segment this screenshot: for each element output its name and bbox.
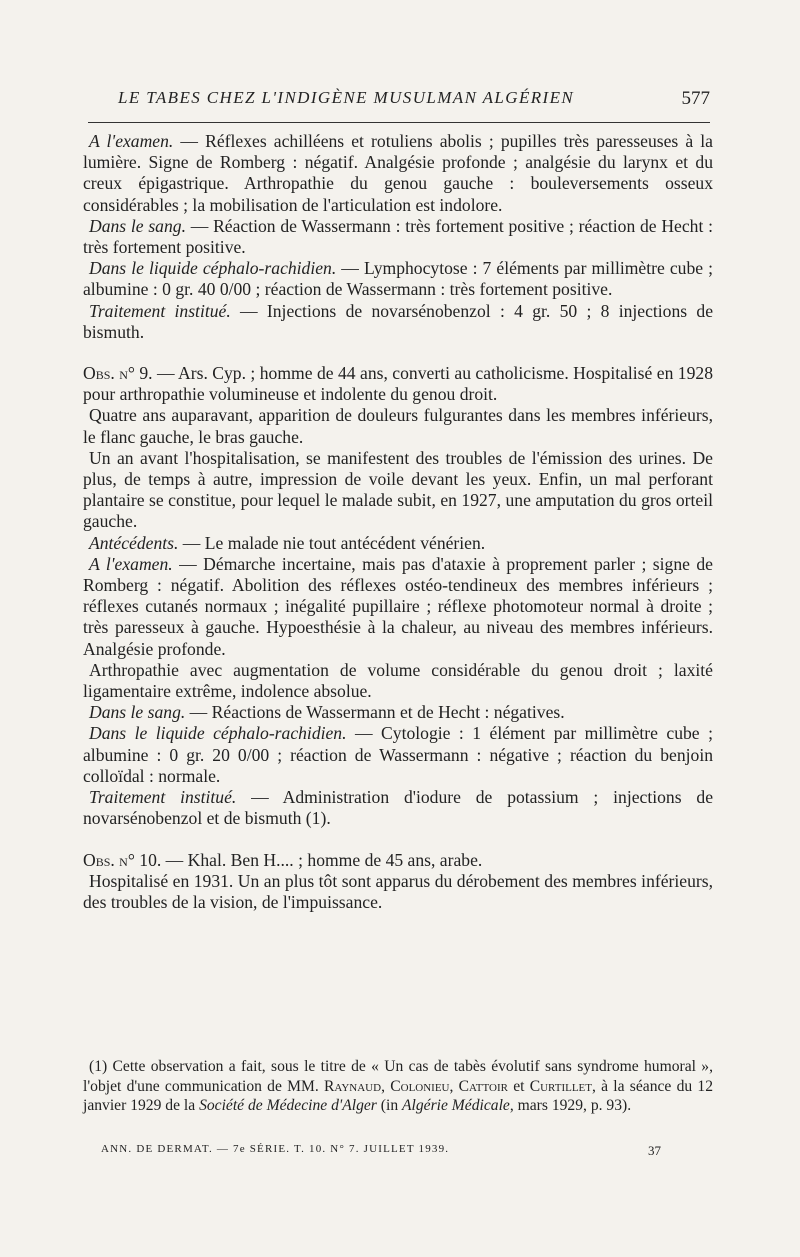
page-number: 577 <box>681 88 710 109</box>
paragraph-liquide-2 <box>83 723 713 787</box>
paragraph-text: Un an avant l'hospitalisation, se manifestent des troubles de l'émission des urines. De plus, de temps à autre, impression de voile devant les yeux. Enfin, un mal perforant plantaire se constitue, pour lequel le malade subit, en 1927, une amputation du gros orteil gauche. <box>83 447 713 532</box>
paragraph-text: — Réaction de Wassermann : très fortement positive ; réaction de Hecht : très fortement positive. <box>83 215 713 258</box>
paragraph-douleurs <box>83 405 713 447</box>
paragraph-text: — Cytologie : 1 élément par millimètre cube ; albumine : 0 gr. 20 0/00 ; réaction de Wassermann : négative ; réaction du benjoin colloïdal : normale. <box>83 723 713 786</box>
footnote <box>83 1057 713 1116</box>
section-label: A l'examen. <box>89 553 173 574</box>
section-label: A l'examen. <box>89 131 174 151</box>
author-name: Raynaud <box>324 1077 382 1095</box>
paragraph-text: — Administration d'iodure de potassium ; injections de novarsénobenzol et de bismuth (1). <box>83 787 713 829</box>
observation-label: Obs. n° 10. <box>83 849 162 870</box>
page-footer <box>101 1143 661 1158</box>
footnote-part: et <box>507 1077 530 1095</box>
paragraph-text: — Khal. Ben H.... ; homme de 45 ans, arabe. <box>161 849 483 870</box>
paragraph-text: — Réactions de Wassermann et de Hecht : négatives. <box>185 702 565 723</box>
separator: , <box>381 1077 391 1095</box>
footnote-text <box>83 1057 713 1116</box>
paragraph-arthropathie <box>83 660 713 702</box>
paragraph-traitement <box>83 301 713 343</box>
running-title: LE TABES CHEZ L'INDIGÈNE MUSULMAN ALGÉRIEN <box>118 88 575 107</box>
paragraph-examen <box>83 131 713 216</box>
page-header <box>88 88 710 123</box>
footnote-part: , mars 1929, p. 93). <box>509 1097 632 1114</box>
paragraph-text: — Démarche incertaine, mais pas d'ataxie à proprement parler ; signe de Romberg : négatif. Abolition des réflexes ostéo-tendineux des membres inférieurs ; réflexes cutanés normaux ; inégalité pupillaire ; réflexe photomoteur normal à droite ; très paresseux à gauche. Hypoesthésie à la chaleur, au niveau des membres inférieurs. Analgésie profonde. <box>83 553 713 659</box>
footnote-part: (in <box>376 1097 403 1114</box>
section-label: Dans le liquide céphalo-rachidien. <box>89 258 337 279</box>
paragraph-liquide <box>83 258 713 300</box>
paragraph-text: Arthropathie avec augmentation de volume considérable du genou droit ; laxité ligamentaire extrême, indolence absolue. <box>83 659 713 702</box>
journal-title: Algérie Médicale <box>402 1097 510 1114</box>
paragraph-antecedents <box>83 533 713 554</box>
section-label: Traitement institué. <box>89 300 231 321</box>
paragraph-hospitalisation <box>83 448 713 533</box>
paragraph-text: — Le malade nie tout antécédent vénérien. <box>178 532 486 553</box>
journal-title: Société de Médecine d'Alger <box>199 1097 377 1114</box>
paragraph-text: Quatre ans auparavant, apparition de douleurs fulgurantes dans les membres inférieurs, le flanc gauche, le bras gauche. <box>83 405 713 447</box>
section-label: Dans le liquide céphalo-rachidien. <box>89 723 347 744</box>
journal-citation: ANN. DE DERMAT. — 7e SÉRIE. T. 10. N° 7. JUILLET 1939. <box>101 1143 450 1155</box>
section-label: Dans le sang. <box>89 702 186 723</box>
section-label: Dans le sang. <box>89 215 186 236</box>
observation-label: Obs. n° 9. <box>83 363 153 384</box>
author-name: Cattoir <box>458 1077 508 1095</box>
paragraph-text: — Réflexes achilléens et rotuliens abolis ; pupilles très paresseuses à la lumière. Signe de Romberg : négatif. Analgésie profonde ; analgésie du larynx et du creux épigastrique. Arthropathie du genou gauche : bouleversements osseux considérables ; la mobilisation de l'articulation est indolore. <box>83 131 713 215</box>
paragraph-sang-2 <box>83 702 713 723</box>
paragraph-text: — Injections de novarsénobenzol : 4 gr. 50 ; 8 injections de bismuth. <box>83 300 714 342</box>
author-name: Curtillet <box>529 1077 592 1095</box>
observation-10 <box>83 850 713 871</box>
paragraph-sang <box>83 216 713 258</box>
paragraph-text: — Lymphocytose : 7 éléments par millimètre cube ; albumine : 0 gr. 40 0/00 ; réaction de Wassermann : très fortement positive. <box>83 258 713 300</box>
paragraph-traitement-2 <box>83 787 713 829</box>
author-name: Colonieu <box>390 1077 450 1095</box>
paragraph-text: Hospitalisé en 1931. Un an plus tôt sont apparus du dérobement des membres inférieurs, des troubles de la vision, de l'impuissance. <box>83 870 713 912</box>
separator: , <box>449 1077 459 1095</box>
section-label: Antécédents. <box>89 532 179 553</box>
paragraph-examen-2 <box>83 554 713 660</box>
section-label: Traitement institué. <box>89 787 237 808</box>
paragraph-hospitalise-1931 <box>83 871 713 913</box>
signature-number: 37 <box>648 1143 661 1158</box>
paragraph-text: — Ars. Cyp. ; homme de 44 ans, converti au catholicisme. Hospitalisé en 1928 pour arthropathie volumineuse et indolente du genou droit. <box>83 363 713 405</box>
body-text <box>83 131 713 913</box>
footnote-part: (1) Cette observation a fait, sous le titre de « Un cas de tabès évolutif sans syndrome humoral », l'objet d'une communication de MM. <box>83 1058 713 1095</box>
footnote-part: , à la séance du 12 janvier 1929 de la <box>83 1077 714 1114</box>
observation-9 <box>83 363 713 405</box>
